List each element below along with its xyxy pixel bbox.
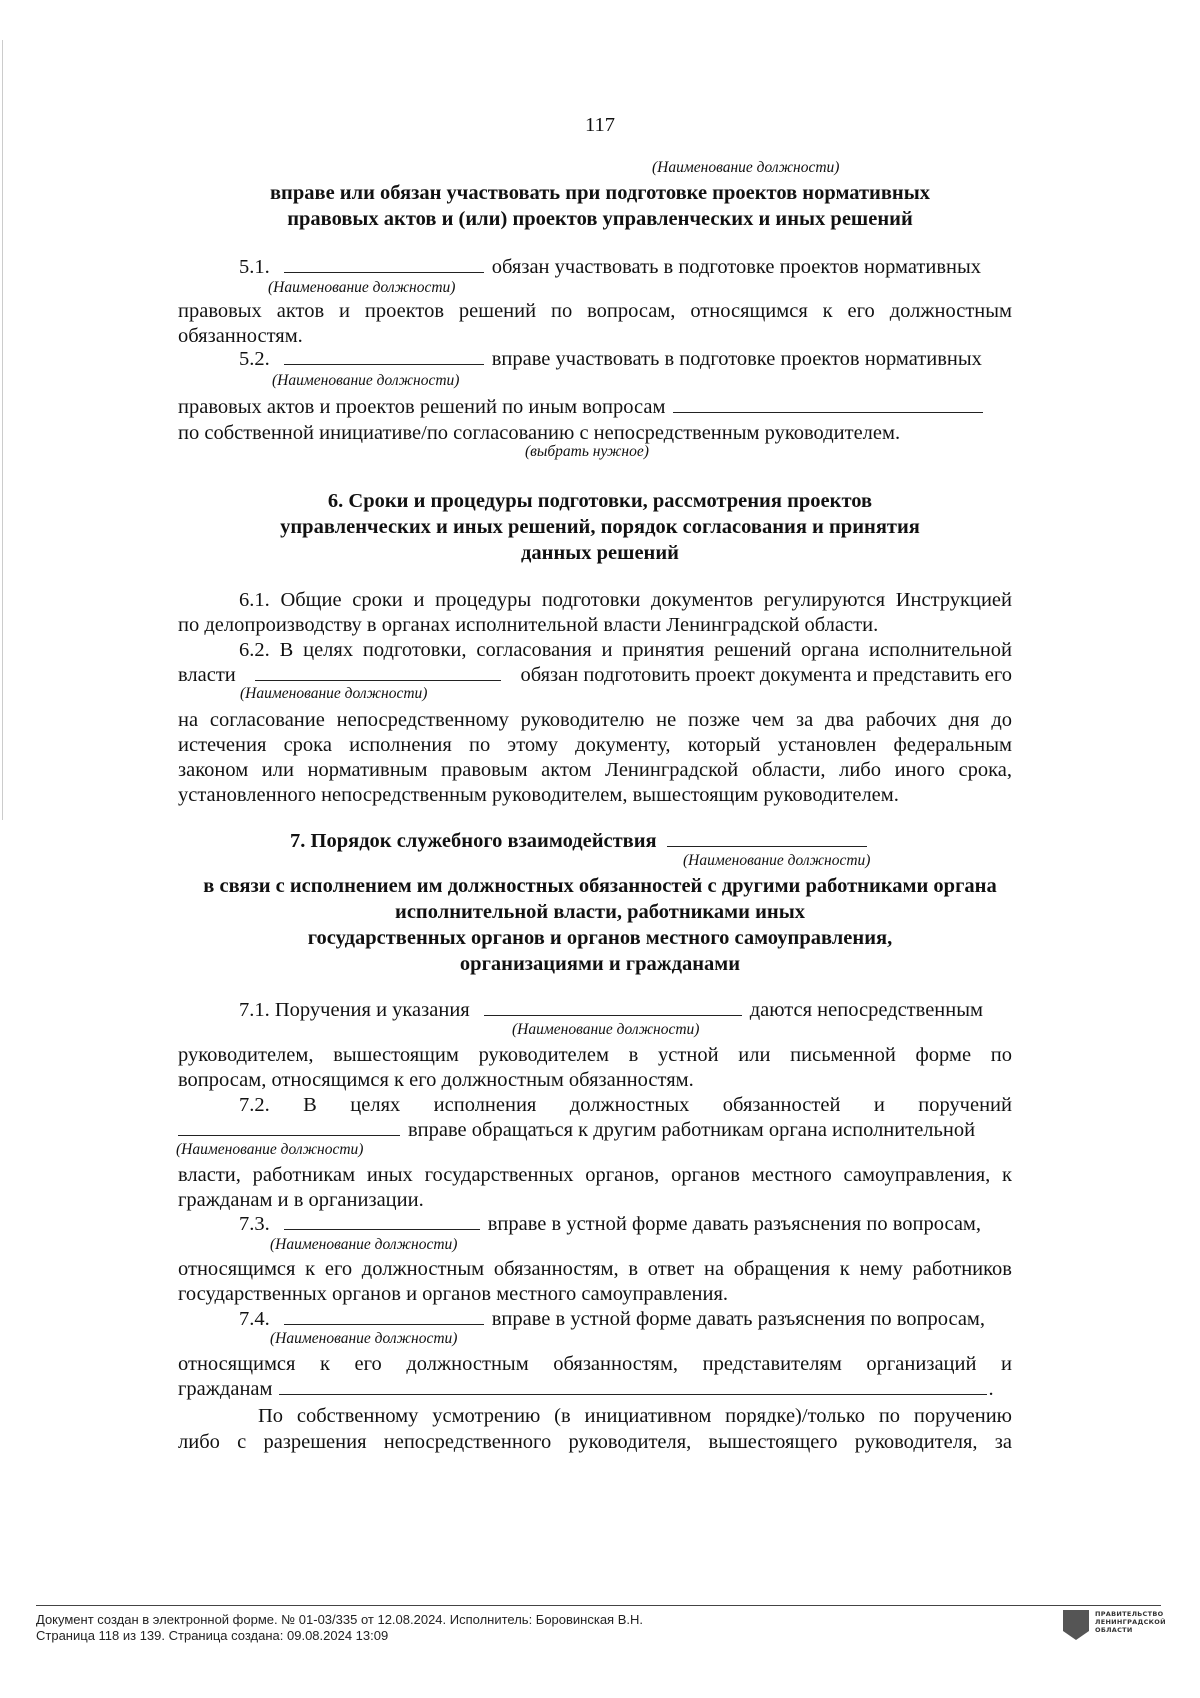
blank-line xyxy=(673,394,983,413)
footer-line-2: Страница 118 из 139. Страница создана: 09.08.2024 13:09 xyxy=(36,1628,389,1643)
section-7-title-line-1 xyxy=(290,828,867,854)
position-blank xyxy=(284,346,484,365)
paragraph-5-1-line-3: обязанностям. xyxy=(178,325,303,347)
section-5-title-line-2: правовых актов и (или) проектов управленческих и иных решений xyxy=(287,208,913,230)
paragraph-number: 5.2. xyxy=(239,348,270,370)
section-6-title-line-3: данных решений xyxy=(521,542,679,564)
section-7-title-line-2: в связи с исполнением им должностных обязанностей с другими работниками органа xyxy=(203,875,997,897)
position-hint: (Наименование должности) xyxy=(240,685,428,702)
paragraph-text: правовых актов и проектов решений по иным вопросам xyxy=(178,396,666,418)
paragraph-5-2-line-3: по собственной инициативе/по согласованию с непосредственным руководителем. xyxy=(178,422,901,444)
logo-caption-line: ПРАВИТЕЛЬСТВО xyxy=(1095,1610,1164,1618)
paragraph-text: вправе в устной форме давать разъяснения по вопросам, xyxy=(487,1213,982,1235)
paragraph-7-2-line-3: власти, работникам иных государственных органов, органов местного самоуправления, к xyxy=(178,1164,1012,1186)
paragraph-5-1-line-2: правовых актов и проектов решений по вопросам, относящимся к его должностным xyxy=(178,300,1012,322)
position-blank xyxy=(284,254,484,273)
paragraph-number: 7.3. xyxy=(239,1213,270,1235)
paragraph-6-2-line-4: истечения срока исполнения по этому документу, который установлен федеральным xyxy=(178,734,1012,756)
position-blank xyxy=(284,1211,480,1230)
section-7-title-line-3: исполнительной власти, работниками иных xyxy=(395,901,805,923)
logo-caption-line: ЛЕНИНГРАДСКОЙ xyxy=(1095,1618,1166,1626)
paragraph-7-1 xyxy=(239,997,1005,1023)
logo-caption xyxy=(1095,1610,1166,1634)
paragraph-text: . xyxy=(988,1378,994,1400)
paragraph-7-4 xyxy=(239,1306,985,1332)
paragraph-7-5-line-2: либо с разрешения непосредственного руководителя, вышестоящего руководителя, за xyxy=(178,1431,1012,1453)
paragraph-6-2-line-3: на согласование непосредственному руководителю не позже чем за два рабочих дня до xyxy=(178,709,1012,731)
paragraph-7-1-line-2: руководителем, вышестоящим руководителем в устной или письменной форме по xyxy=(178,1044,1012,1066)
section-5-title-line-1: вправе или обязан участвовать при подготовке проектов нормативных xyxy=(269,182,931,204)
government-logo xyxy=(1063,1610,1166,1640)
paragraph-7-1-line-3: вопросам, относящимся к его должностным обязанностям. xyxy=(178,1069,694,1091)
section-7-title-line-5: организациями и гражданами xyxy=(459,953,741,975)
section-6-title-line-2: управленческих и иных решений, порядок согласования и принятия xyxy=(280,516,920,538)
position-hint: (Наименование должности) xyxy=(270,1330,458,1347)
paragraph-text: власти xyxy=(178,664,236,686)
scan-edge xyxy=(2,40,3,820)
coat-of-arms-icon xyxy=(1063,1610,1089,1640)
paragraph-7-4-line-2: относящимся к его должностным обязанностям, представителям организаций и xyxy=(178,1353,1012,1375)
position-hint: (Наименование должности) xyxy=(176,1141,364,1158)
paragraph-text: вправе в устной форме давать разъяснения по вопросам, xyxy=(491,1308,986,1330)
paragraph-7-5-line-1: По собственному усмотрению (в инициативном порядке)/только по поручению xyxy=(258,1405,1012,1427)
footer-divider xyxy=(36,1605,1161,1606)
position-blank xyxy=(255,662,501,681)
position-hint: (Наименование должности) xyxy=(272,372,460,389)
position-blank xyxy=(284,1306,484,1325)
paragraph-7-2-line-1: 7.2. В целях исполнения должностных обязанностей и поручений xyxy=(239,1094,1012,1116)
paragraph-7-3 xyxy=(239,1211,981,1237)
paragraph-number: 5.1. xyxy=(239,256,270,278)
paragraph-text: гражданам xyxy=(178,1378,273,1400)
position-hint: (Наименование должности) xyxy=(268,279,456,296)
paragraph-6-2-line-6: установленного непосредственным руководителем, вышестоящим руководителем. xyxy=(178,784,899,806)
footer-line-1: Документ создан в электронной форме. № 01-03/335 от 12.08.2024. Исполнитель: Боровинская В.Н. xyxy=(36,1612,643,1627)
section-6-title-line-1: 6. Сроки и процедуры подготовки, рассмотрения проектов xyxy=(327,490,873,512)
paragraph-7-3-line-3: государственных органов и органов местного самоуправления. xyxy=(178,1283,729,1305)
position-hint: (Наименование должности) xyxy=(652,159,840,176)
paragraph-5-2-line-2 xyxy=(178,394,983,420)
paragraph-7-2-line-4: гражданам и в организации. xyxy=(178,1189,424,1211)
paragraph-number: 7.4. xyxy=(239,1308,270,1330)
paragraph-7-3-line-2: относящимся к его должностным обязанностям, в ответ на обращения к нему работников xyxy=(178,1258,1012,1280)
position-blank xyxy=(484,997,742,1016)
position-blank xyxy=(178,1117,400,1136)
paragraph-6-1-line-2: по делопроизводству в органах исполнительной власти Ленинградской области. xyxy=(178,614,879,636)
position-blank xyxy=(667,828,867,847)
paragraph-5-2 xyxy=(239,346,1005,372)
section-7-title-line-4: государственных органов и органов местного самоуправления, xyxy=(307,927,893,949)
paragraph-5-1 xyxy=(239,254,1005,280)
paragraph-6-2-line-5: законом или нормативным правовым актом Ленинградской области, либо иного срока, xyxy=(178,759,1012,781)
paragraph-7-4-line-3 xyxy=(178,1376,994,1402)
paragraph-text: 7.1. Поручения и указания xyxy=(239,999,470,1021)
position-hint: (Наименование должности) xyxy=(512,1021,700,1038)
blank-line xyxy=(279,1376,987,1395)
paragraph-6-2-line-1: 6.2. В целях подготовки, согласования и принятия решений органа исполнительной xyxy=(239,639,1012,661)
paragraph-text: вправе участвовать в подготовке проектов нормативных xyxy=(491,348,982,370)
section-title-text: 7. Порядок служебного взаимодействия xyxy=(290,830,657,852)
paragraph-6-1-line-1: 6.1. Общие сроки и процедуры подготовки документов регулируются Инструкцией xyxy=(239,589,1012,611)
choose-hint: (выбрать нужное) xyxy=(525,443,649,460)
page-number: 117 xyxy=(585,114,615,136)
paragraph-text: даются непосредственным xyxy=(749,999,983,1021)
paragraph-7-2-line-2 xyxy=(178,1117,975,1143)
position-hint: (Наименование должности) xyxy=(270,1236,458,1253)
paragraph-text: обязан подготовить проект документа и представить его xyxy=(520,664,1012,686)
paragraph-text: обязан участвовать в подготовке проектов нормативных xyxy=(491,256,982,278)
paragraph-text: вправе обращаться к другим работникам органа исполнительной xyxy=(408,1119,976,1141)
logo-caption-line: ОБЛАСТИ xyxy=(1095,1626,1133,1634)
position-hint: (Наименование должности) xyxy=(683,852,871,869)
